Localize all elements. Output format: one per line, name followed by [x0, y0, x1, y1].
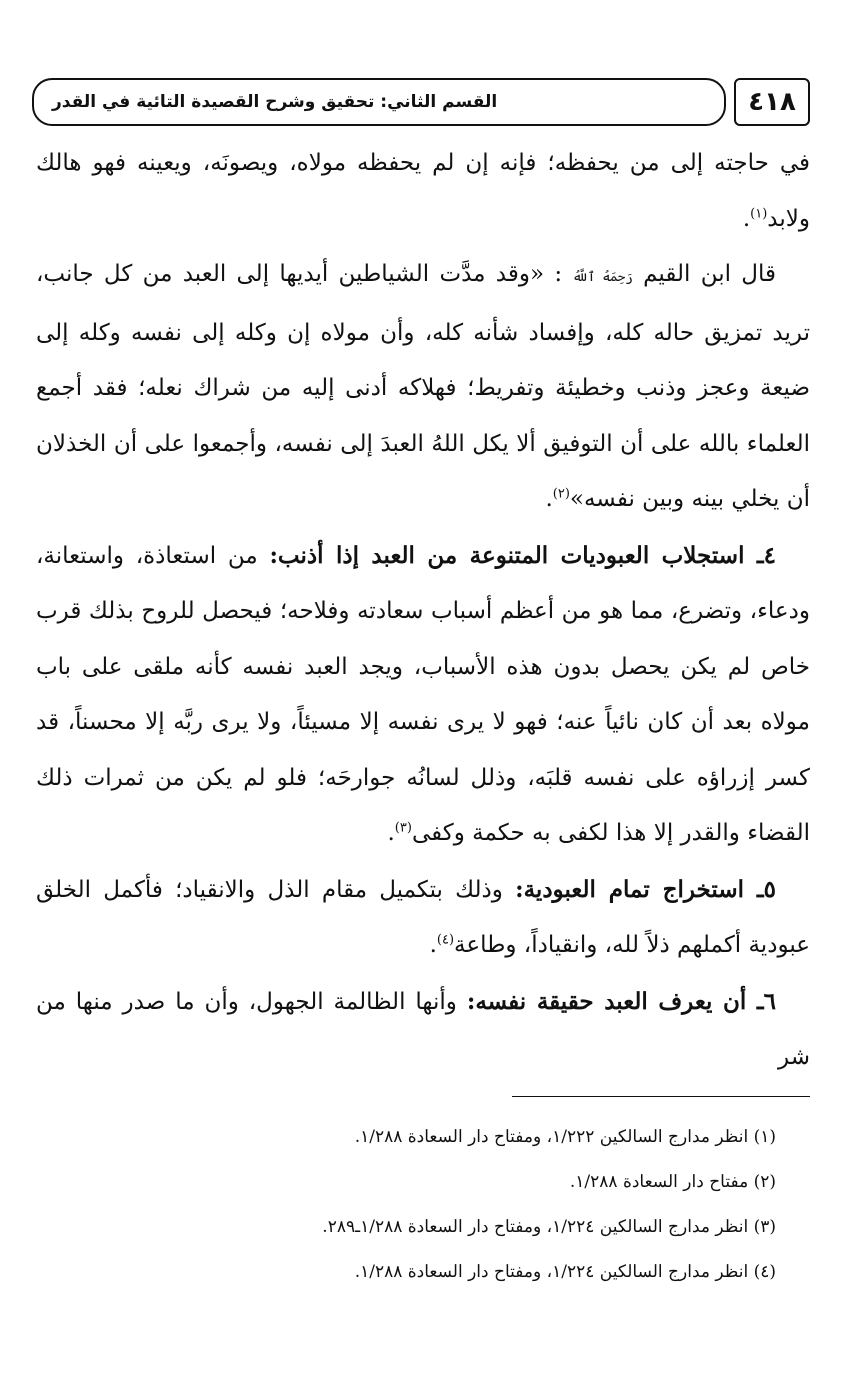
paragraph-1: [36, 136, 810, 247]
honorific-glyph: رَحِمَهُ ٱللَّهُ: [572, 270, 633, 285]
running-header: [32, 78, 726, 126]
paragraph-4: [36, 862, 810, 974]
paragraph-4-end: .: [429, 932, 437, 958]
paragraph-2-end: .: [545, 486, 553, 512]
paragraph-5-text: وأنها الظالمة الجهول، وأن ما صدر منها من شر: [36, 988, 810, 1070]
paragraph-2-text: : «وقد مدَّت الشياطين أيديها إلى العبد من كل جانب، تريد تمزيق حاله كله، وإفساد شأنه كله، وأن مولاه إن وكله إلى نفسه وكله إلى ضيعة وعجز وذنب وخطيئة وتفريط؛ فهلاكه أدنى إليه من شراك نعله؛ فقد أجمع العلماء بالله على أن التوفيق ألا يكل اللهُ العبدَ إلى نفسه، وأجمعوا على أن الخذلان أن يخلي بينه وبين نفسه»: [36, 261, 810, 512]
page-number-text: ٤١٨: [748, 87, 796, 117]
main-text: [36, 136, 810, 1086]
point-4-heading: ٤ـ استجلاب العبوديات المتنوعة من العبد إذا أذنب:: [269, 541, 776, 569]
point-5-heading: ٥ـ استخراج تمام العبودية:: [515, 875, 776, 903]
footnote-ref-1: (١): [750, 205, 768, 221]
footnote-ref-2: (٢): [552, 486, 570, 502]
point-6-heading: ٦ـ أن يعرف العبد حقيقة نفسه:: [466, 987, 776, 1015]
footnote-4: (٤) انظر مدارج السالكين ١/٢٢٤، ومفتاح دار السعادة ١/٢٨٨.: [354, 1262, 776, 1282]
page-number: [734, 78, 810, 126]
footnote-1: (١) انظر مدارج السالكين ١/٢٢٢، ومفتاح دار السعادة ١/٢٨٨.: [354, 1127, 776, 1147]
paragraph-3-text: من استعاذة، واستعانة، ودعاء، وتضرع، مما هو من أعظم أسباب سعادته وفلاحه؛ فيحصل للروح بذلك قرب خاص لم يكن يحصل بدون هذه الأسباب، ويجد العبد نفسه كأنه ملقى على باب مولاه بعد أن كان نائياً عنه؛ فهو لا يرى نفسه إلا مسيئاً، ولا يرى ربَّه إلا محسناً، قد كسر إزراؤه على نفسه قلبَه، وذلل لسانُه جوارحَه؛ فلو لم يكن من ثمرات ذلك القضاء والقدر إلا هذا لكفى به حكمة وكفى: [36, 542, 810, 846]
paragraph-1-end: .: [742, 205, 751, 232]
paragraph-2-lead: قال ابن القيم: [643, 261, 777, 287]
running-title: القسم الثاني: تحقيق وشرح القصيدة التائية في القدر: [52, 92, 498, 112]
paragraph-3-end: .: [387, 820, 395, 846]
paragraph-5: [36, 974, 810, 1086]
footnote-3: (٣) انظر مدارج السالكين ١/٢٢٤، ومفتاح دار السعادة ١/٢٨٨ـ٢٨٩.: [322, 1217, 776, 1237]
footnote-ref-3: (٣): [394, 820, 412, 836]
paragraph-4-text: وذلك بتكميل مقام الذل والانقياد؛ فأكمل الخلق عبودية أكملهم ذلاً لله، وانقياداً، وطاعة: [36, 876, 810, 958]
footnote-separator: [512, 1096, 810, 1097]
footnotes: [36, 1115, 810, 1295]
footnote-ref-4: (٤): [436, 932, 455, 948]
paragraph-2: [36, 247, 810, 528]
footnote-2: (٢) مفتاح دار السعادة ١/٢٨٨.: [569, 1172, 776, 1192]
paragraph-3: [36, 528, 810, 862]
paragraph-1-text: في حاجته إلى من يحفظه؛ فإنه إن لم يحفظه مولاه، ويصونَه، ويعينه فهو هالك ولابد: [36, 150, 810, 232]
